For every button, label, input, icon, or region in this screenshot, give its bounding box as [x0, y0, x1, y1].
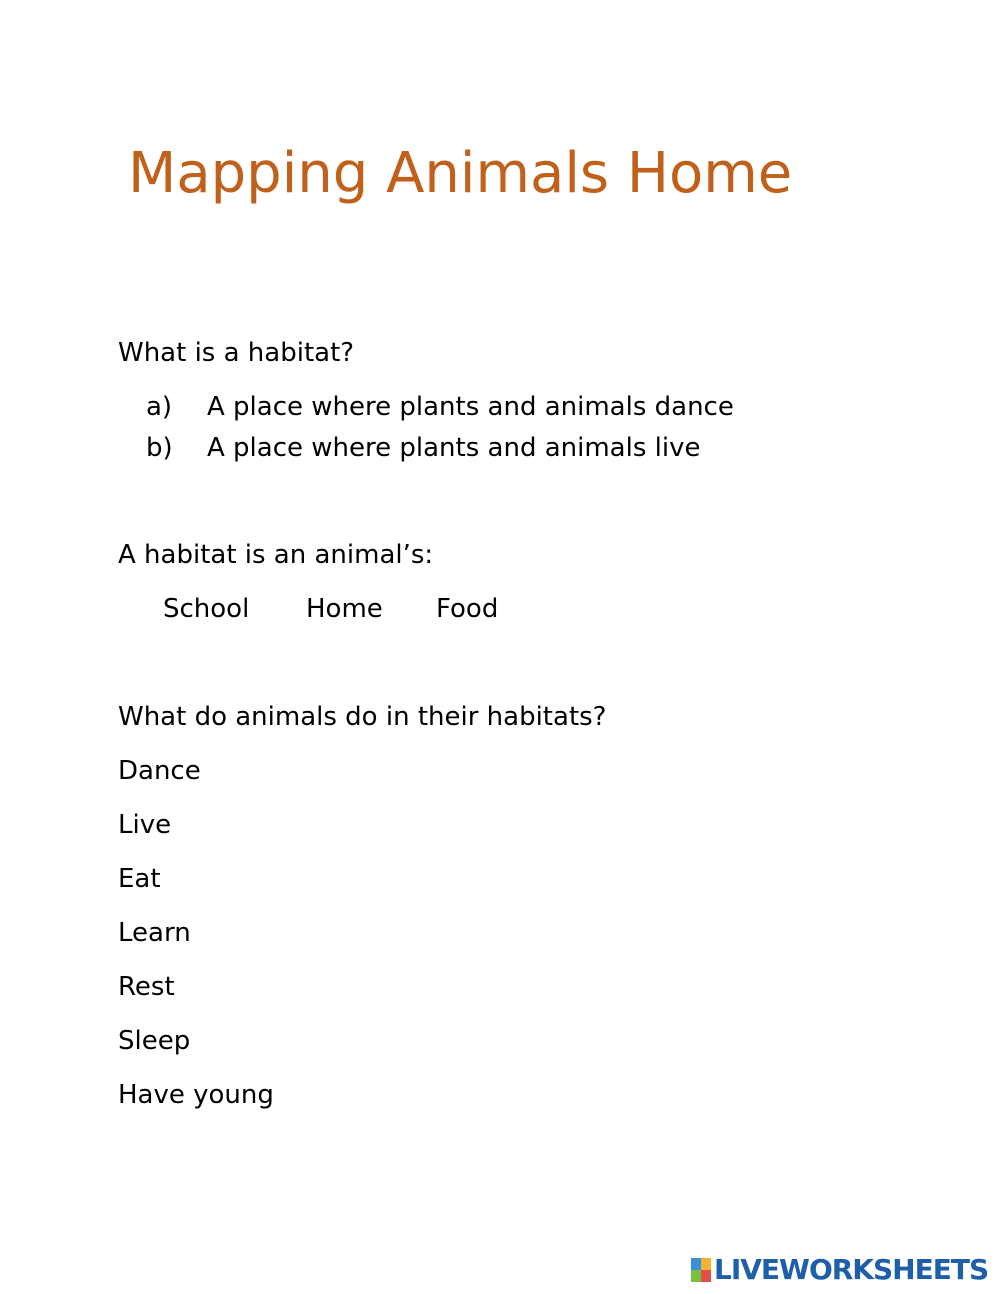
activity-item[interactable]: Sleep	[118, 1026, 191, 1056]
activity-item[interactable]: Learn	[118, 918, 191, 948]
activity-item[interactable]: Have young	[118, 1080, 274, 1110]
liveworksheets-branding	[691, 1253, 988, 1287]
activity-item[interactable]: Live	[118, 810, 172, 840]
choice-home[interactable]: Home	[306, 594, 383, 624]
choice-school[interactable]: School	[163, 594, 250, 624]
activity-item[interactable]: Eat	[118, 864, 161, 894]
liveworksheets-logo-icon	[691, 1258, 711, 1282]
choice-food[interactable]: Food	[436, 594, 499, 624]
question-3-prompt: What do animals do in their habitats?	[118, 702, 607, 732]
brand-name: LIVEWORKSHEETS	[714, 1253, 989, 1286]
option-a-letter: a)	[146, 392, 173, 422]
activity-item[interactable]: Rest	[118, 972, 175, 1002]
page-title: Mapping Animals Home	[128, 141, 793, 206]
question-2-prompt: A habitat is an animal’s:	[118, 540, 434, 570]
option-b-letter: b)	[146, 433, 173, 463]
option-a-text: A place where plants and animals dance	[207, 392, 734, 422]
activity-item[interactable]: Dance	[118, 756, 201, 786]
question-1-prompt: What is a habitat?	[118, 338, 355, 368]
option-b-text: A place where plants and animals live	[207, 433, 701, 463]
activity-list	[118, 754, 274, 1132]
